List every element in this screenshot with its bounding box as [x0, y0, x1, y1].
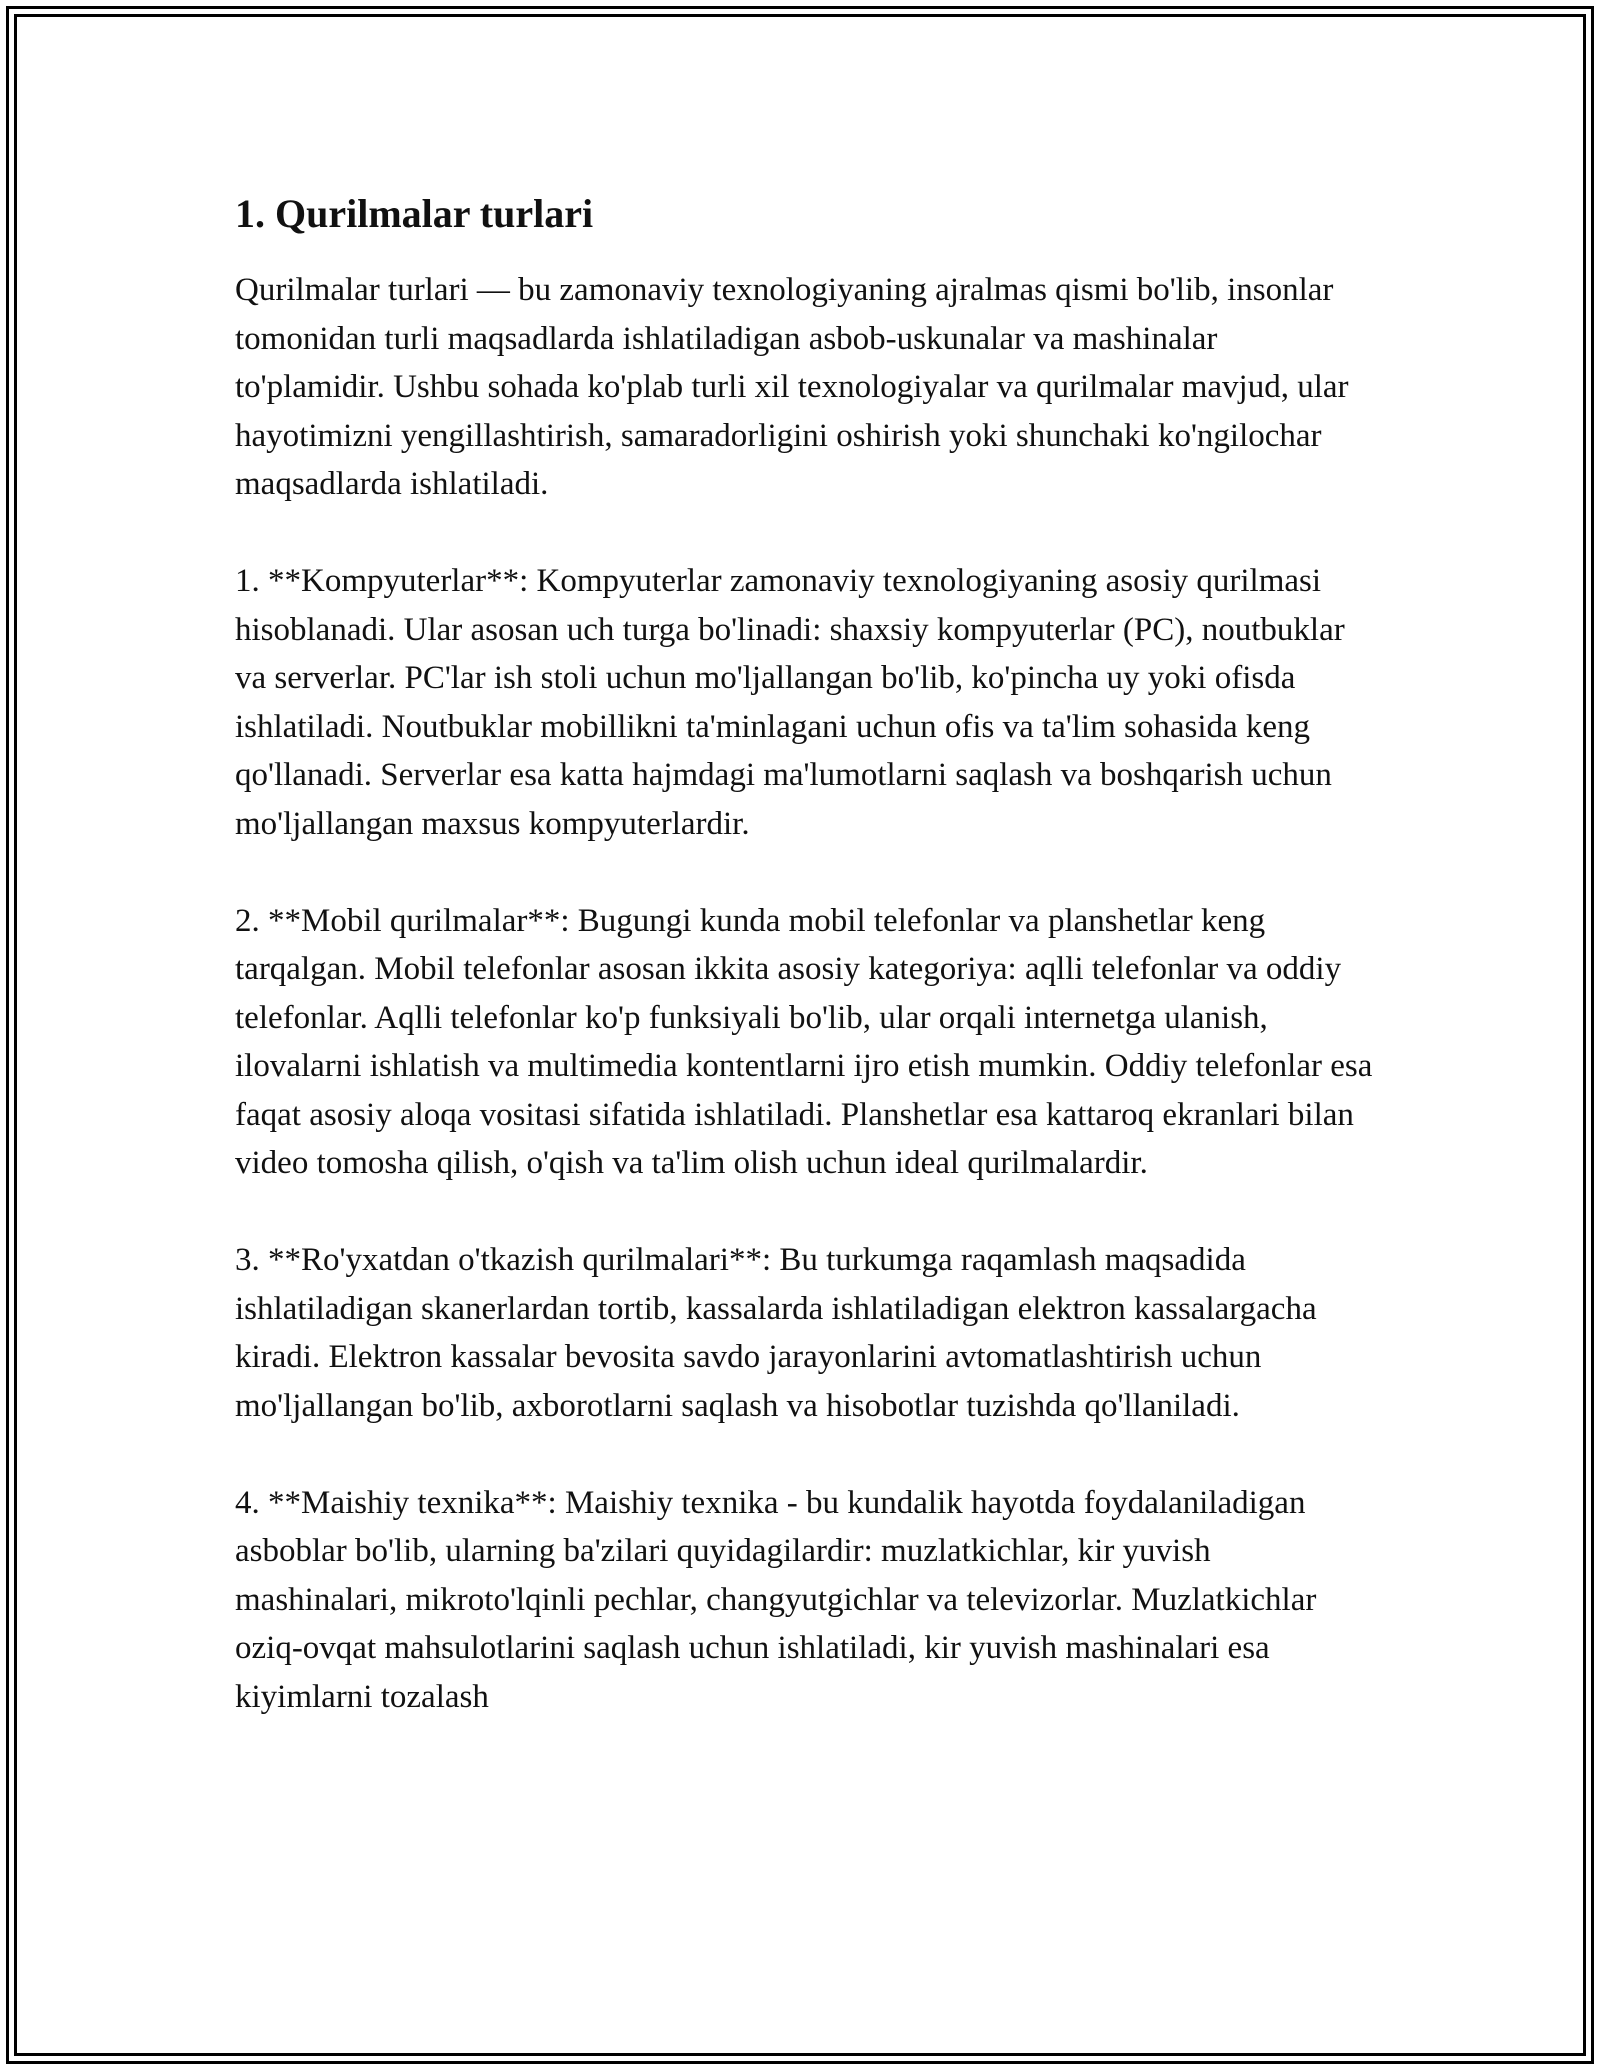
- paragraph-computers: 1. **Kompyuterlar**: Kompyuterlar zamonaviy texnologiyaning asosiy qurilmasi hisoblanadi. Ular asosan uch turga bo'linadi: shaxsiy kompyuterlar (PC), noutbuklar va serverlar. PC'lar ish stoli uchun mo'ljallangan bo'lib, ko'pincha uy yoki ofisda ishlatiladi. Noutbuklar mobillikni ta'minlagani uchun ofis va ta'lim sohasida keng qo'llanadi. Serverlar esa katta hajmdagi ma'lumotlarni saqlash va boshqarish uchun mo'ljallangan maxsus kompyuterlardir.: [235, 563, 1345, 842]
- section-heading: 1. Qurilmalar turlari: [235, 191, 594, 236]
- document-body: [235, 186, 1375, 1721]
- paragraph-registration-devices: 3. **Ro'yxatdan o'tkazish qurilmalari**: Bu turkumga raqamlash maqsadida ishlatiladigan skanerlardan tortib, kassalarda ishlatiladigan elektron kassalargacha kiradi. Elektron kassalar bevosita savdo jarayonlarini avtomatlashtirish uchun mo'ljallangan bo'lib, axborotlarni saqlash va hisobotlar tuzishda qo'llaniladi.: [235, 1242, 1317, 1424]
- paragraph-household-appliances: 4. **Maishiy texnika**: Maishiy texnika - bu kundalik hayotda foydalaniladigan asboblar bo'lib, ularning ba'zilari quyidagilardir: muzlatkichlar, kir yuvish mashinalari, mikroto'lqinli pechlar, changyutgichlar va televizorlar. Muzlatkichlar oziq-ovqat mahsulotlarini saqlash uchun ishlatiladi, kir yuvish mashinalari esa kiyimlarni tozalash: [235, 1484, 1317, 1715]
- paragraph-mobile-devices: 2. **Mobil qurilmalar**: Bugungi kunda mobil telefonlar va planshetlar keng tarqalgan. Mobil telefonlar asosan ikkita asosiy kategoriya: aqlli telefonlar va oddiy telefonlar. Aqlli telefonlar ko'p funksiyali bo'lib, ular orqali internetga ulanish, ilovalarni ishlatish va multimedia kontentlarni ijro etish mumkin. Oddiy telefonlar esa faqat asosiy aloqa vositasi sifatida ishlatiladi. Planshetlar esa kattaroq ekranlari bilan video tomosha qilish, o'qish va ta'lim olish uchun ideal qurilmalardir.: [235, 902, 1373, 1181]
- intro-paragraph: Qurilmalar turlari — bu zamonaviy texnologiyaning ajralmas qismi bo'lib, insonlar tomonidan turli maqsadlarda ishlatiladigan asbob-uskunalar va mashinalar to'plamidir. Ushbu sohada ko'plab turli xil texnologiyalar va qurilmalar mavjud, ular hayotimizni yengillashtirish, samaradorligini oshirish yoki shunchaki ko'ngilochar maqsadlarda ishlatiladi.: [235, 272, 1349, 502]
